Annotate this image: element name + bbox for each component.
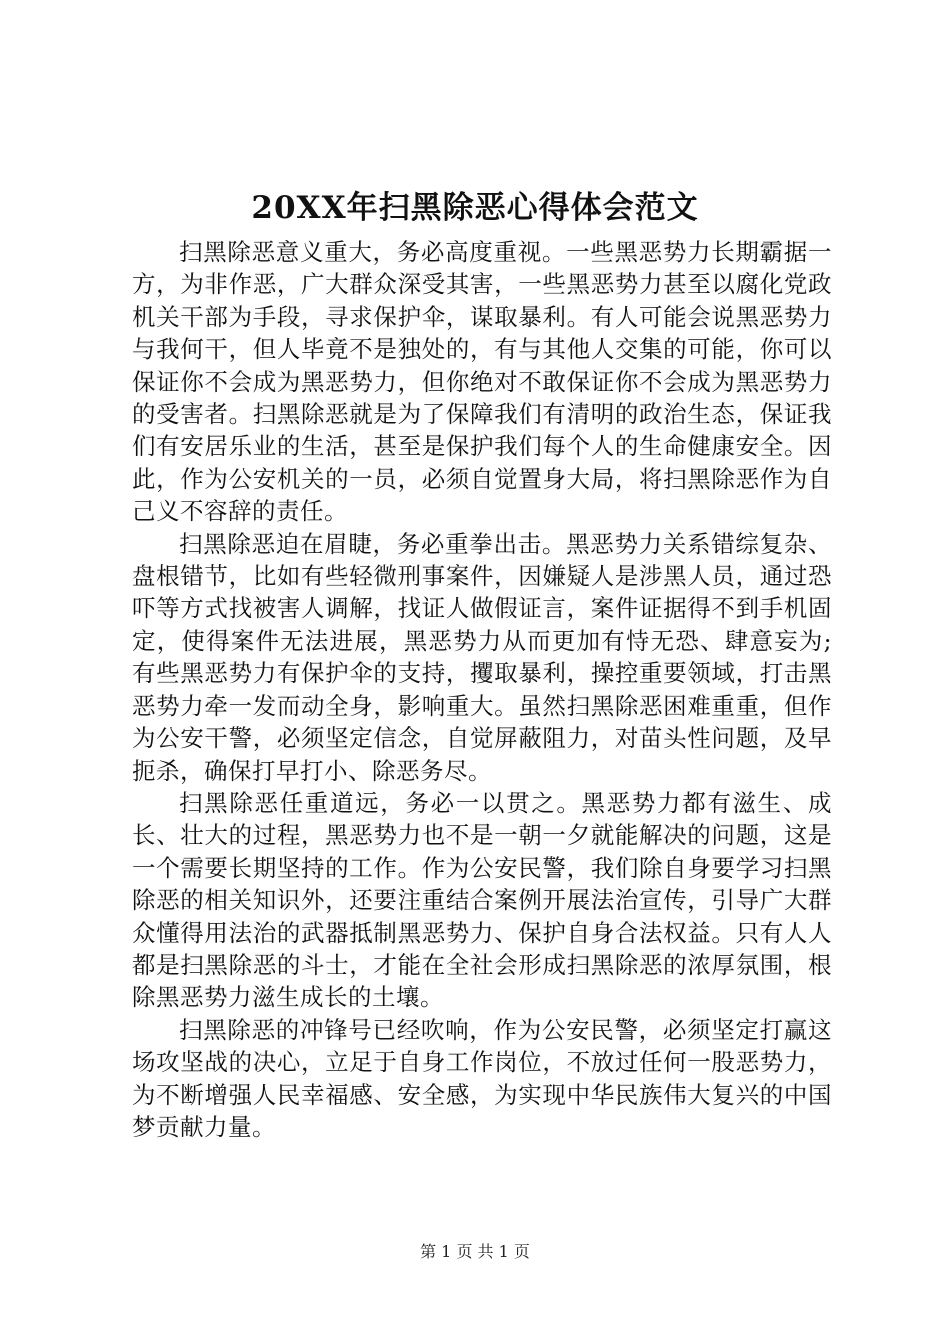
page-footer: 第 1 页 共 1 页	[420, 1242, 530, 1261]
document-body	[132, 236, 832, 1143]
paragraph-1: 扫黑除恶意义重大，务必高度重视。一些黑恶势力长期霸据一方，为非作恶，广大群众深受其害，一些黑恶势力甚至以腐化党政机关干部为手段，寻求保护伞，谋取暴利。有人可能会说黑恶势力与我何干，但人毕竟不是独处的，有与其他人交集的可能，你可以保证你不会成为黑恶势力，但你绝对不敢保证你不会成为黑恶势力的受害者。扫黑除恶就是为了保障我们有清明的政治生态，保证我们有安居乐业的生活，甚至是保护我们每个人的生命健康安全。因此，作为公安机关的一员，必须自觉置身大局，将扫黑除恶作为自己义不容辞的责任。	[132, 238, 832, 526]
paragraph-2: 扫黑除恶迫在眉睫，务必重拳出击。黑恶势力关系错综复杂、盘根错节，比如有些轻微刑事案件，因嫌疑人是涉黑人员，通过恐吓等方式找被害人调解，找证人做假证言，案件证据得不到手机固定，使得案件无法进展，黑恶势力从而更加有恃无恐、肆意妄为;有些黑恶势力有保护伞的支持，攫取暴利，操控重要领域，打击黑恶势力牵一发而动全身，影响重大。虽然扫黑除恶困难重重，但作为公安干警，必须坚定信念，自觉屏蔽阻力，对苗头性问题，及早扼杀，确保打早打小、除恶务尽。	[132, 529, 832, 785]
paragraph-4: 扫黑除恶的冲锋号已经吹响，作为公安民警，必须坚定打赢这场攻坚战的决心，立足于自身工作岗位，不放过任何一股恶势力，为不断增强人民幸福感、安全感，为实现中华民族伟大复兴的中国梦贡献力量。	[132, 1015, 832, 1141]
paragraph-3: 扫黑除恶任重道远，务必一以贯之。黑恶势力都有滋生、成长、壮大的过程，黑恶势力也不是一朝一夕就能解决的问题，这是一个需要长期坚持的工作。作为公安民警，我们除自身要学习扫黑除恶的相关知识外，还要注重结合案例开展法治宣传，引导广大群众懂得用法治的武器抵制黑恶势力、保护自身合法权益。只有人人都是扫黑除恶的斗士，才能在全社会形成扫黑除恶的浓厚氛围，根除黑恶势力滋生成长的土壤。	[132, 788, 832, 1012]
document-title: 20XX年扫黑除恶心得体会范文	[251, 190, 699, 226]
